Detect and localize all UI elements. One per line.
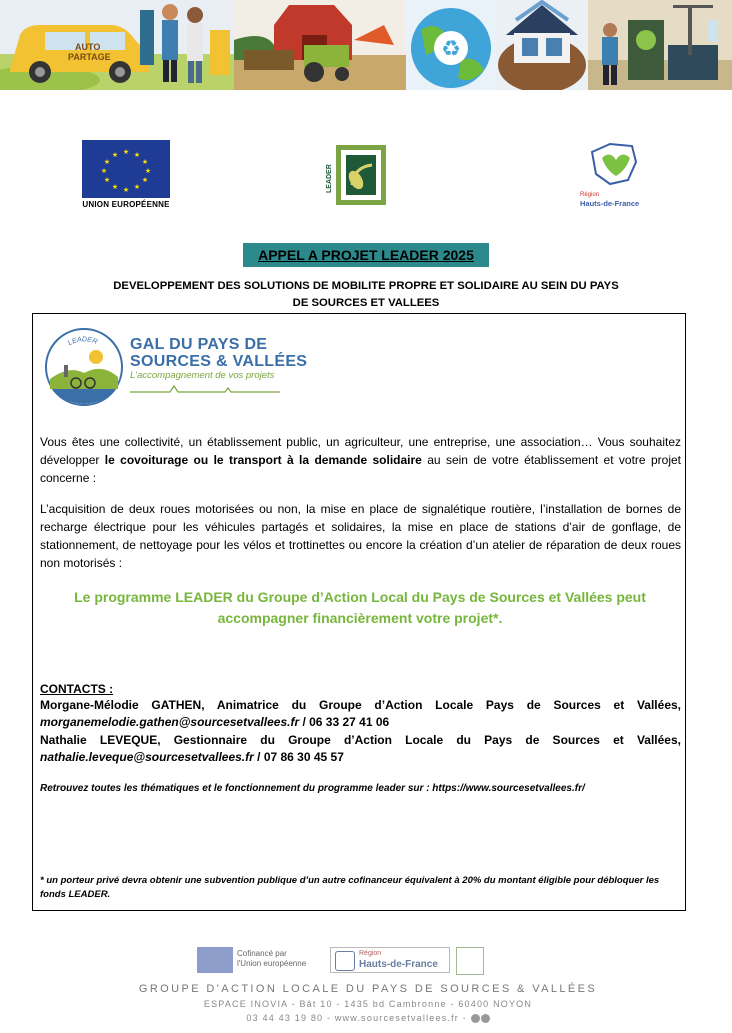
svg-text:★: ★ bbox=[122, 148, 130, 156]
footer-eu-text: Cofinancé par l'Union européenne bbox=[237, 949, 307, 968]
green-industry-illustration bbox=[588, 0, 732, 90]
gal-name bbox=[130, 336, 307, 370]
region-hauts-de-france-logo bbox=[580, 140, 650, 210]
contact-1-email-link[interactable]: morganemelodie.gathen@sourcesetvallees.fr bbox=[40, 715, 300, 729]
highlight-line2: accompagner financièrement votre projet*. bbox=[217, 610, 503, 626]
contact-2-email-link[interactable]: nathalie.leveque@sourcesetvallees.fr bbox=[40, 750, 254, 764]
contact-2 bbox=[40, 732, 681, 766]
eligible-actions-paragraph: L’acquisition de deux roues motorisées ou non, la mise en place de signalétique routière, l’installation de bornes de recharge électrique pour les véhicules partagés et solidaires, la mise en place de stations d’air de gonflage, de stationnement, de nettoyage pour les vélos et trottinettes ou encore la création d’un atelier de réparation de deux roues non motorisés : bbox=[40, 502, 681, 570]
subtitle bbox=[60, 278, 672, 312]
svg-text:★: ★ bbox=[103, 158, 111, 166]
gal-badge-logo bbox=[44, 327, 124, 407]
subtitle-line1: DEVELOPPEMENT DES SOLUTIONS DE MOBILITE PROPRE ET SOLIDAIRE AU SEIN DU PAYS bbox=[113, 280, 619, 292]
subtitle-line2: DE SOURCES ET VALLEES bbox=[292, 297, 440, 309]
footer-org-name: GROUPE D'ACTION LOCALE DU PAYS DE SOURCES & VALLÉES bbox=[138, 983, 598, 995]
contact-2-name: Nathalie LEVEQUE, Gestionnaire du Groupe d’Action Locale du Pays de Sources et Vallées, bbox=[40, 733, 681, 747]
footer-leader-logo bbox=[456, 947, 484, 975]
leader-logo-text: LEADER bbox=[326, 164, 333, 193]
gal-underline-decoration bbox=[130, 383, 280, 395]
website-info: Retrouvez toutes les thématiques et le fonctionnement du programme leader sur : https://www.sourcesetvallees.fr/ bbox=[40, 783, 585, 794]
intro-emphasis: le covoiturage ou le transport à la demande solidaire bbox=[104, 453, 422, 467]
contact-1-name: Morgane-Mélodie GATHEN, Animatrice du Groupe d’Action Locale Pays de Sources et Vallées, bbox=[40, 698, 681, 712]
car-text-auto: AUTO bbox=[75, 42, 101, 52]
eco-house-illustration bbox=[496, 0, 588, 90]
svg-text:★: ★ bbox=[144, 167, 152, 175]
footer-contact-line: 03 44 43 19 80 - www.sourcesetvallees.fr - bbox=[108, 1013, 628, 1023]
svg-text:★: ★ bbox=[133, 151, 141, 159]
svg-text:★: ★ bbox=[103, 176, 111, 184]
farm-illustration bbox=[234, 0, 406, 90]
carsharing-illustration bbox=[0, 0, 234, 90]
linkedin-icon[interactable] bbox=[481, 1014, 490, 1023]
contact-1 bbox=[40, 697, 681, 731]
eu-caption: UNION EUROPÉENNE bbox=[82, 200, 170, 209]
top-banner bbox=[0, 0, 732, 90]
region-logo-line1: Région bbox=[580, 192, 600, 198]
svg-text:★: ★ bbox=[141, 158, 149, 166]
footer-region-logo: Région Hauts-de-France bbox=[330, 947, 450, 973]
footer-eu-flag bbox=[197, 947, 233, 973]
highlight-message bbox=[60, 587, 660, 629]
footer-region-heart-icon bbox=[335, 951, 355, 971]
intro-paragraph: Vous êtes une collectivité, un établissement public, un agriculteur, une entreprise, une association… Vous souhaitez développer le covoiturage ou le transport à la demande solidaire au sein de votre établissement et votre projet concerne : bbox=[40, 435, 681, 485]
leader-logo bbox=[324, 145, 386, 205]
gal-tagline: L'accompagnement de vos projets bbox=[130, 370, 275, 381]
region-logo-line2: Hauts-de-France bbox=[580, 199, 640, 208]
eu-flag-logo bbox=[82, 140, 170, 198]
facebook-icon[interactable] bbox=[471, 1014, 480, 1023]
car-text-partage: PARTAGE bbox=[68, 52, 111, 62]
gal-badge-text: LEADER bbox=[67, 336, 99, 348]
svg-text:★: ★ bbox=[133, 183, 141, 191]
svg-text:★: ★ bbox=[111, 183, 119, 191]
gal-name-line1: GAL DU PAYS DE bbox=[130, 336, 268, 353]
svg-text:♻: ♻ bbox=[441, 37, 461, 62]
highlight-line1: Le programme LEADER du Groupe d’Action Local du Pays de Sources et Vallées peut bbox=[74, 589, 646, 605]
footer-address: ESPACE INOVIA - Bât 10 - 1435 bd Cambronne - 60400 NOYON bbox=[203, 999, 533, 1009]
page-title: APPEL A PROJET LEADER 2025 bbox=[243, 243, 489, 267]
recycling-earth-illustration bbox=[406, 0, 496, 90]
contact-2-phone: / 07 86 30 45 57 bbox=[253, 750, 344, 764]
footnote: * un porteur privé devra obtenir une subvention publique d’un autre cofinanceur équivalent à 20% du montant éligible pour débloquer les fonds LEADER. bbox=[40, 875, 660, 900]
gal-name-line2: SOURCES & VALLÉES bbox=[130, 353, 308, 370]
contacts-heading: CONTACTS : bbox=[40, 682, 114, 696]
contact-1-phone: / 06 33 27 41 06 bbox=[299, 715, 390, 729]
svg-text:★: ★ bbox=[141, 176, 149, 184]
svg-text:★: ★ bbox=[122, 186, 130, 194]
svg-text:★: ★ bbox=[100, 167, 108, 175]
svg-text:★: ★ bbox=[111, 151, 119, 159]
